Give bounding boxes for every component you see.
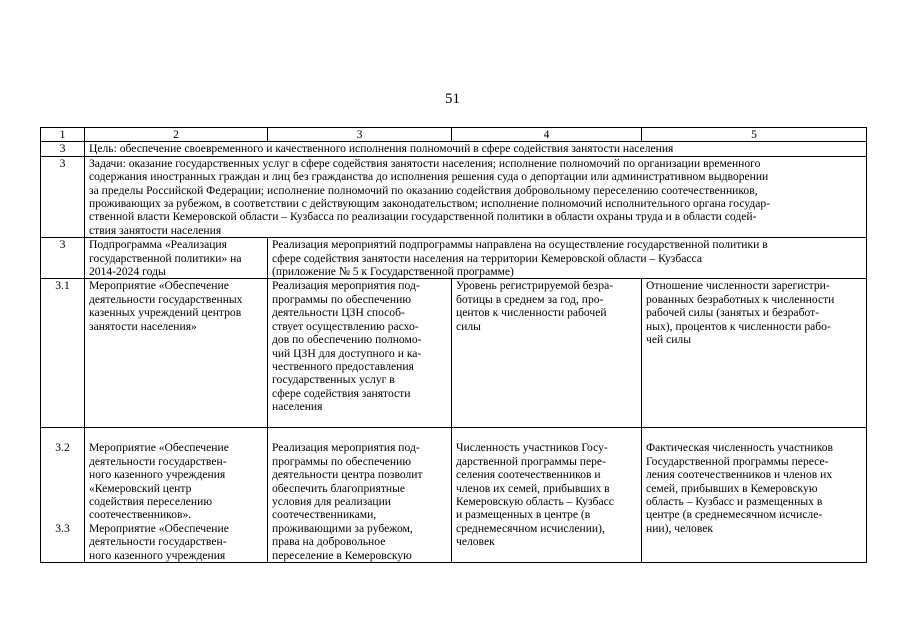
row-3-1-indicator <box>452 279 642 427</box>
row-spacer <box>45 482 80 495</box>
text-line: Мероприятие «Обеспечение <box>89 279 229 293</box>
text-line: государственных услуг в <box>272 373 395 387</box>
text-line: Реализация мероприятия под- <box>272 441 420 455</box>
text-line: государственной политики» на <box>89 251 242 265</box>
row-spacer <box>45 455 80 468</box>
text-line: ботицы в среднем за год, про- <box>456 292 604 306</box>
text-line: селения соотечественников и <box>456 468 601 482</box>
text-line: ного казенного учреждения <box>89 468 226 482</box>
subprogram-row <box>41 238 867 279</box>
text-line: соотечественниками, <box>272 508 377 522</box>
tasks-text <box>85 156 867 237</box>
text-line: «Кемеровский центр <box>89 481 192 495</box>
row-spacer <box>272 428 447 441</box>
text-line: обеспечить благоприятные <box>272 481 406 495</box>
text-line: Отношение численности зарегистри- <box>646 279 830 293</box>
row-spacer <box>272 414 447 427</box>
row-3-1 <box>41 279 867 427</box>
subprogram-description <box>268 238 867 279</box>
text-line: дарственной программы пере- <box>456 454 606 468</box>
text-line: семей, прибывших в Кемеровскую <box>646 481 818 495</box>
row-spacer <box>45 495 80 508</box>
text-line: деятельности центра позволит <box>272 468 423 482</box>
text-line: Мероприятие «Обеспечение <box>89 441 229 455</box>
row-number-3-2: 3.2 <box>55 441 70 455</box>
header-cell-4: 4 <box>452 128 642 142</box>
text-line: Реализация мероприятий подпрограммы направлена на осуществление государственной политики в <box>272 238 768 252</box>
row-3-2-number <box>41 427 85 562</box>
text-line: область – Кузбасс и размещенных в <box>646 494 823 508</box>
text-line: Кемеровскую область – Кузбасс <box>456 494 614 508</box>
text-line: (приложение № 5 к Государственной программе) <box>272 265 514 279</box>
goal-row <box>41 142 867 156</box>
text-line: Уровень регистрируемой безра- <box>456 279 614 293</box>
text-line: Численность участников Госу- <box>456 441 608 455</box>
header-cell-2: 2 <box>85 128 268 142</box>
row-3-2-description <box>268 427 452 562</box>
text-line: содержания иностранных граждан и лиц без гражданства до исполнения решения суда о депортации или административном выдворении <box>89 170 769 184</box>
text-line: проживающих за рубежом, в соответствии с действующим законодательством; исполнение полномочий исполнительного органа государ- <box>89 197 771 211</box>
text-line: среднемесячном исчислении), <box>456 521 605 535</box>
row-3-2-formula <box>642 427 867 562</box>
text-line: сфере содействия занятости <box>272 386 411 400</box>
text-line: ствует осуществлению расхо- <box>272 319 419 333</box>
row-3-2-measure <box>85 427 268 562</box>
text-line: права на добровольное <box>272 535 386 549</box>
text-line: силы <box>456 319 481 333</box>
text-line: за пределы Российской Федерации; исполнение полномочий по оказанию содействия добровольному переселению соотечественников, <box>89 183 758 197</box>
subprogram-name <box>85 238 268 279</box>
row-spacer <box>456 428 637 441</box>
text-line: населения <box>272 400 323 414</box>
text-line: условия для реализации <box>272 494 392 508</box>
row-spacer <box>45 508 80 521</box>
text-line: рованных безработных к численности <box>646 292 835 306</box>
text-line: программы по обеспечению <box>272 292 411 306</box>
goal-row-number: 3 <box>41 142 85 156</box>
text-line: ления соотечественников и членов их <box>646 468 833 482</box>
header-row <box>41 128 867 142</box>
row-3-1-measure <box>85 279 268 427</box>
row-3-1-description <box>268 279 452 427</box>
text-line: чей силы <box>646 333 692 347</box>
text-line: членов их семей, прибывших в <box>456 481 610 495</box>
row-number-3-3: 3.3 <box>55 521 70 535</box>
text-line: Фактическая численность участников <box>646 441 834 455</box>
tasks-row-number: 3 <box>41 156 85 237</box>
text-line: ных), процентов к численности рабо- <box>646 319 831 333</box>
header-cell-3: 3 <box>268 128 452 142</box>
text-line: казенных учреждений центров <box>89 306 242 320</box>
program-table <box>40 127 867 563</box>
text-line: ствия занятости населения <box>89 223 222 237</box>
text-line: программы по обеспечению <box>272 454 411 468</box>
row-spacer <box>45 468 80 481</box>
text-line: Государственной программы пересе- <box>646 454 829 468</box>
text-line: деятельности государственных <box>89 292 243 306</box>
subprogram-row-number: 3 <box>41 238 85 279</box>
text-line: рабочей силы (занятых и безработ- <box>646 306 820 320</box>
header-cell-5: 5 <box>642 128 867 142</box>
text-line: дов по обеспечению полномо- <box>272 333 422 347</box>
text-line: содействия переселению <box>89 494 212 508</box>
tasks-row <box>41 156 867 237</box>
text-line: Задачи: оказание государственных услуг в сфере содействия занятости населения; исполнение полномочий по организации временного <box>89 156 761 170</box>
text-line: переселение в Кемеровскую <box>272 548 412 562</box>
row-spacer <box>89 428 263 441</box>
text-line: нии), человек <box>646 521 714 535</box>
row-3-1-number: 3.1 <box>41 279 85 427</box>
text-line: центов к численности рабочей <box>456 306 607 320</box>
text-line: занятости населения» <box>89 319 197 333</box>
goal-text: Цель: обеспечение своевременного и качественного исполнения полномочий в сфере содействия занятости населения <box>85 142 867 156</box>
text-line: ного казенного учреждения <box>89 548 226 562</box>
row-spacer <box>646 428 862 441</box>
row-3-2 <box>41 427 867 562</box>
text-line: сфере содействия занятости населения на территории Кемеровской области – Кузбасса <box>272 251 702 265</box>
text-line: Подпрограмма «Реализация <box>89 238 227 252</box>
text-line: и размещенных в центре (в <box>456 508 591 522</box>
text-line: Реализация мероприятия под- <box>272 279 420 293</box>
header-cell-1: 1 <box>41 128 85 142</box>
text-line: Мероприятие «Обеспечение <box>89 521 229 535</box>
page-bottom-margin <box>0 594 905 640</box>
text-line: центре (в среднемесячном исчисле- <box>646 508 823 522</box>
text-line: соотечественников». <box>89 508 192 522</box>
text-line: деятельности государствен- <box>89 535 227 549</box>
text-line: человек <box>456 535 495 549</box>
text-line: чий ЦЗН для доступного и ка- <box>272 346 422 360</box>
row-3-2-indicator <box>452 427 642 562</box>
row-3-1-formula <box>642 279 867 427</box>
text-line: чественного предоставления <box>272 359 414 373</box>
text-line: ственной власти Кемеровской области – Кузбасса по реализации государственной политики в области охраны труда и в области содей- <box>89 210 757 224</box>
text-line: проживающими за рубежом, <box>272 521 413 535</box>
row-spacer <box>45 428 80 441</box>
text-line: деятельности ЦЗН способ- <box>272 306 405 320</box>
page-number: 51 <box>445 91 460 107</box>
text-line: деятельности государствен- <box>89 454 227 468</box>
text-line: 2014-2024 годы <box>89 265 166 279</box>
